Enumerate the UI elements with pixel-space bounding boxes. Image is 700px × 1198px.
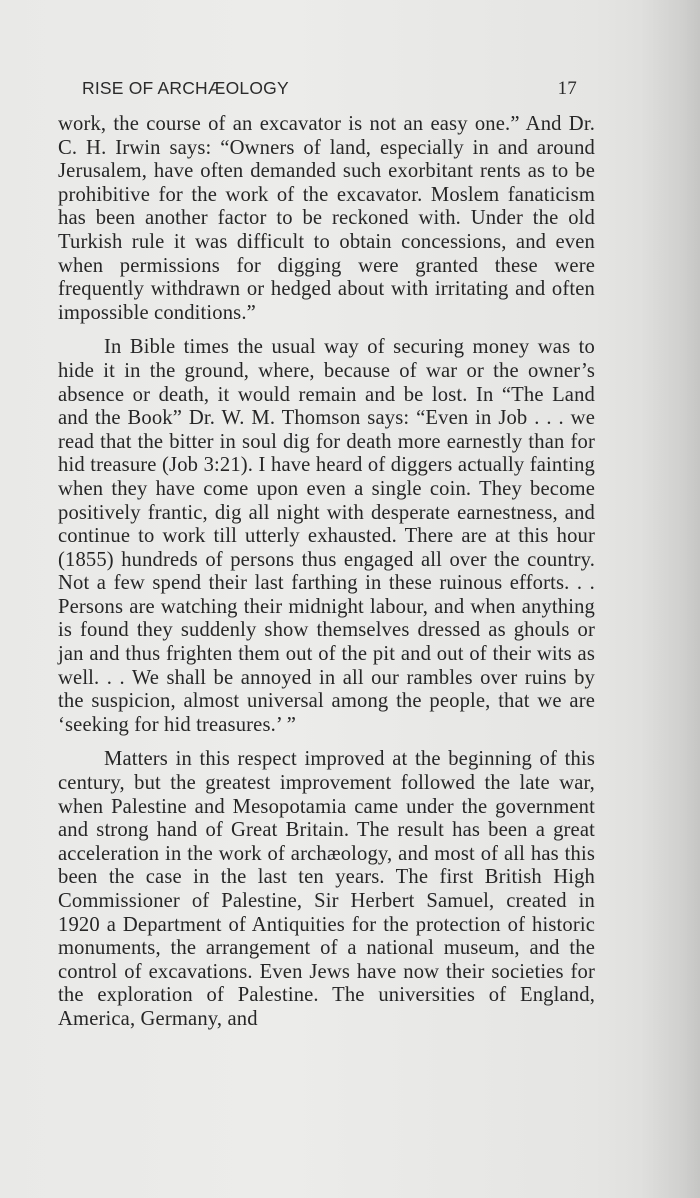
paragraph-hidden-money: In Bible times the usual way of securing money was to hide it in the ground, where, because of war or the owner’s absence or death, it would remain and be lost. In “The Land and the Book” Dr. W. M. Thomson says: “Even in Job . . . we read that the bitter in soul dig for death more earnestly than for hid treasure (Job 3:21). I have heard of diggers actually fainting when they have come upon even a single coin. They become positively frantic, dig all night with desperate earnestness, and continue to work till utterly exhausted. There are at this hour (1855) hundreds of persons thus engaged all over the country. Not a few spend their last farthing in these ruinous efforts. . . Persons are watching their midnight labour, and when anything is found they suddenly show themselves dressed as ghouls or jan and thus frighten them out of the pit and out of their wits as well. . . We shall be annoyed in all our rambles over ruins by the suspicion, almost universal among the people, that we are ‘seeking for hid treasures.’ ”	[58, 336, 595, 736]
paragraph-continuation: work, the course of an excavator is not an easy one.” And Dr. C. H. Irwin says: “Owners of land, especially in and around Jerusalem, have often demanded such exorbitant rents as to be prohibitive for the work of the excavator. Moslem fanaticism has been another factor to be reckoned with. Under the old Turkish rule it was difficult to obtain concessions, and even when permissions for digging were granted these were frequently withdrawn or hedged about with irritating and often impossible conditions.”	[58, 113, 595, 324]
running-head	[82, 78, 577, 104]
page-edge-shadow	[640, 0, 700, 1198]
running-title: RISE OF ARCHÆOLOGY	[82, 78, 289, 98]
page-number: 17	[557, 78, 577, 99]
body-text	[58, 113, 595, 1032]
paragraph-improvements: Matters in this respect improved at the beginning of this century, but the greatest improvement followed the late war, when Palestine and Mesopotamia came under the government and strong hand of Great Britain. The result has been a great acceleration in the work of archæology, and most of all has this been the case in the last ten years. The first British High Commissioner of Palestine, Sir Herbert Samuel, created in 1920 a Department of Antiquities for the protection of historic monuments, the arrangement of a national museum, and the control of excavations. Even Jews have now their societies for the exploration of Palestine. The universities of England, America, Germany, and	[58, 748, 595, 1030]
